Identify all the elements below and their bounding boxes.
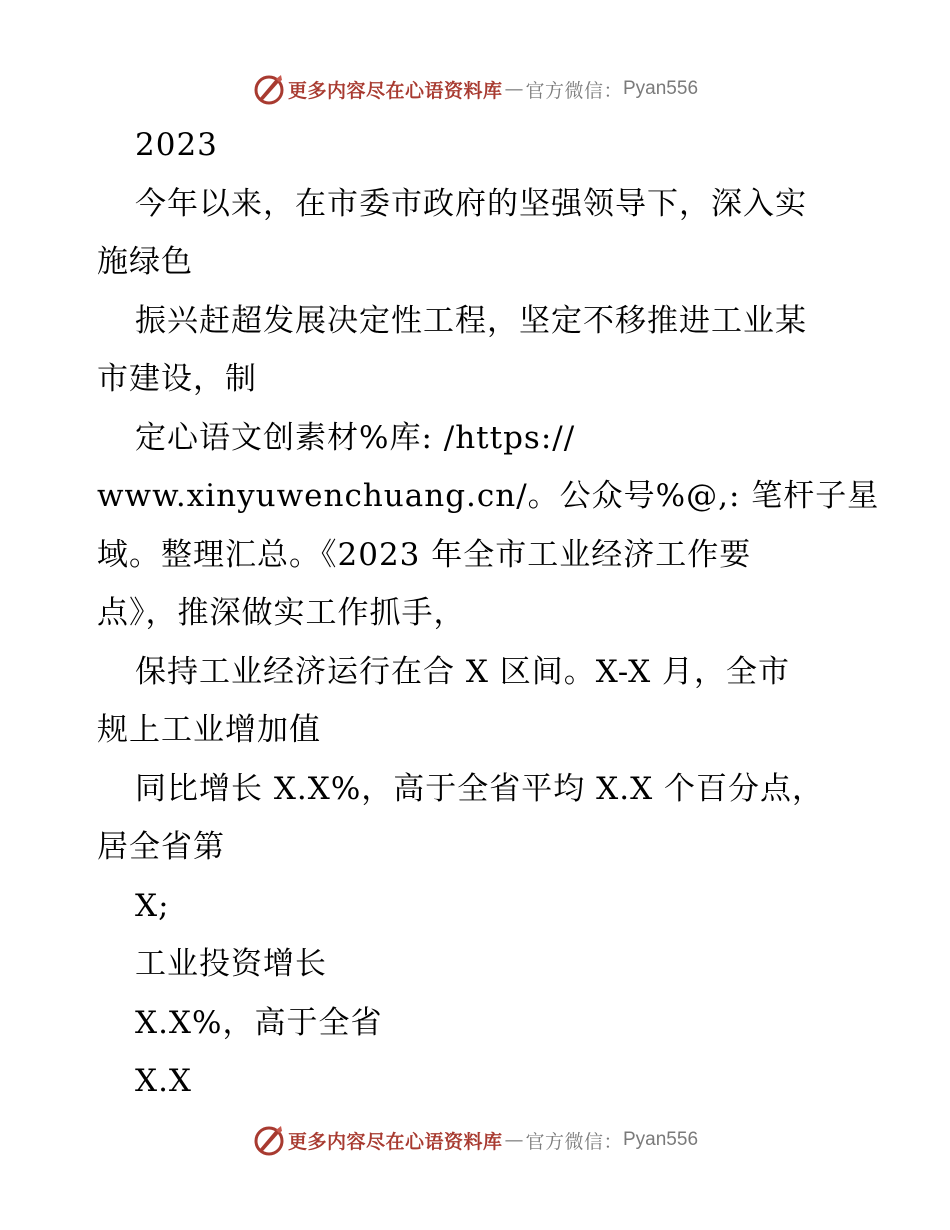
banner-wechat-label: 官方微信： — [525, 79, 623, 102]
banner-wechat-label: 官方微信： — [525, 1130, 623, 1153]
banner-title: 更多内容尽在心语资料库 — [287, 79, 503, 102]
text-line: 施绿色 — [97, 244, 193, 280]
text-line: 规上工业增加值 — [97, 712, 321, 748]
banner-wechat-id: Pyan556 — [623, 1129, 699, 1150]
text-line: X; — [135, 887, 170, 924]
banner-dash: — — [504, 1129, 524, 1151]
text-line: 域。整理汇总。《2023 年全市工业经济工作要 — [97, 536, 752, 573]
quill-logo-icon — [252, 72, 286, 106]
text-line: www.xinyuwenchuang.cn/。公众号%@,: 笔杆子星 — [97, 478, 880, 514]
text-line: 振兴赶超发展决定性工程，坚定不移推进工业某 — [135, 302, 807, 339]
text-line: 工业投资增长 — [135, 946, 327, 982]
quill-logo-icon — [252, 1123, 286, 1157]
banner-dash: — — [504, 78, 524, 100]
text-line: 同比增长 X.X%，高于全省平均 X.X 个百分点， — [135, 770, 825, 807]
header-banner — [0, 69, 950, 109]
banner-title: 更多内容尽在心语资料库 — [287, 1130, 503, 1153]
text-line: X.X — [135, 1063, 192, 1099]
document-body — [97, 116, 880, 1111]
text-line: 点》，推深做实工作抓手， — [97, 595, 466, 631]
text-line: X.X%，高于全省 — [135, 1004, 383, 1041]
text-line: 今年以来，在市委市政府的坚强领导下，深入实 — [135, 185, 807, 222]
text-line: 居全省第 — [97, 829, 225, 865]
text-line: 2023 — [135, 127, 218, 163]
text-line: 定心语文创素材%库: /https:// — [135, 419, 576, 456]
text-line: 保持工业经济运行在合 X 区间。X-X 月，全市 — [135, 653, 791, 690]
banner-wechat-id: Pyan556 — [623, 78, 699, 99]
footer-banner — [0, 1120, 950, 1160]
text-line: 市建设，制 — [97, 361, 257, 397]
